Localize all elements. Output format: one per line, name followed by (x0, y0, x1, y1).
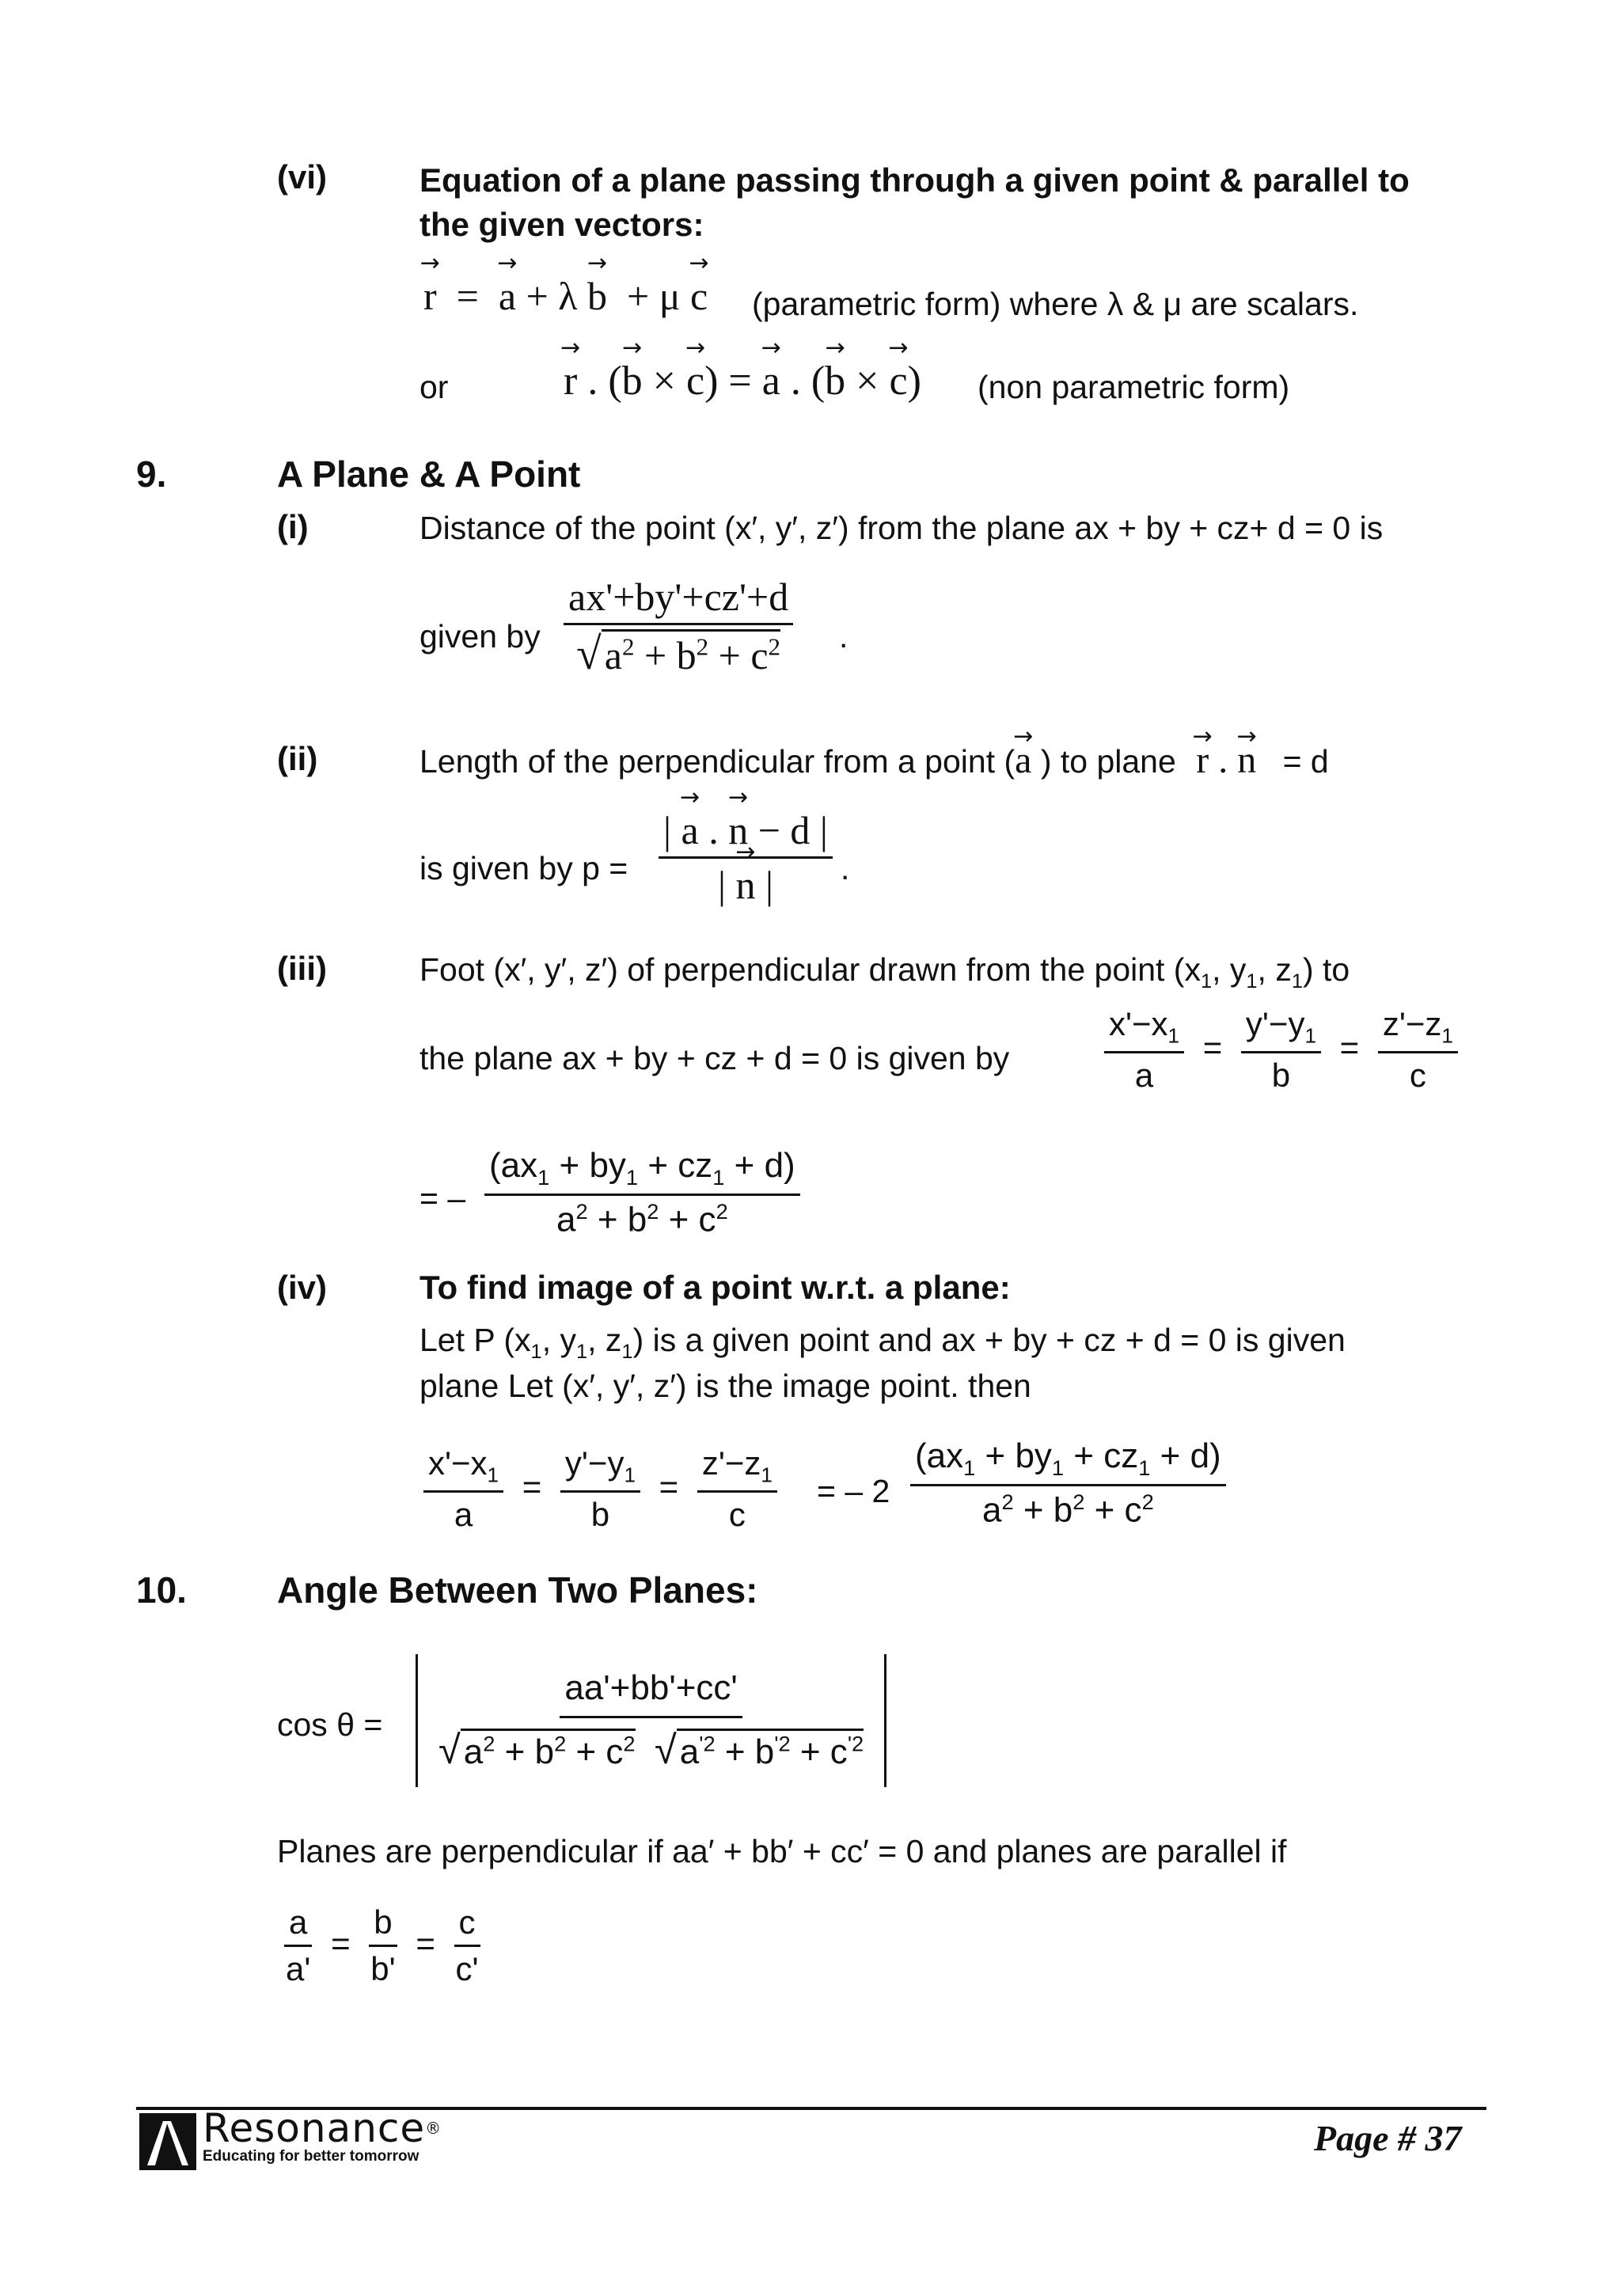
9-iii-text-tail: ) to (1302, 951, 1350, 988)
section-9-title: A Plane & A Point (277, 454, 581, 495)
9-iv-heading: To find image of a point w.r.t. a plane: (419, 1269, 1011, 1306)
footer-brand-block (203, 2107, 442, 2165)
item-number-vi: (vi) (277, 158, 327, 195)
9-ii-period: . (841, 850, 850, 886)
vi-heading-line2: the given vectors: (419, 206, 704, 243)
item-number-9-ii: (ii) (277, 740, 318, 777)
10-cos-label: cos θ = (277, 1706, 383, 1743)
section-10-number: 10. (136, 1569, 187, 1611)
footer-brand: Resonance (203, 2105, 426, 2151)
item-number-9-iv: (iv) (277, 1269, 327, 1306)
9-iii-foot-rhs: $\frac{(ax_1 + by_1 + cz_1 + d)}{a^2 + b^2 + c^2}$ (484, 1146, 800, 1239)
vi-heading-line1: Equation of a plane passing through a given point & parallel to (419, 161, 1410, 199)
vi-parametric-equation: → r = → a + λ → b + μ → c (423, 273, 708, 319)
9-i-numerator: ax'+by'+cz'+d (564, 574, 793, 625)
9-iii-eq-prefix: = – (419, 1180, 466, 1216)
9-iii-foot-fractions: $\frac{x'-x_1}{a}$ = $\frac{y'-y_1}{b}$ = $\frac{z'-z_1}{c}$ (1104, 1005, 1458, 1095)
vi-or: or (419, 369, 449, 405)
vi-parametric-note: (parametric form) where λ & μ are scalars. (752, 286, 1359, 322)
9-i-distance-fraction: $\frac{ax'+by'+cz'+d}{√a^2 + b^2 + c^2}$ (564, 574, 793, 680)
9-iii-line2: the plane ax + by + cz + d = 0 is given by (419, 1040, 1010, 1076)
9-iv-image-rhs: $\frac{(ax_1 + by_1 + cz_1 + d)}{a^2 + b^2 + c^2}$ (910, 1436, 1226, 1530)
item-number-9-i: (i) (277, 508, 309, 545)
9-iv-line2: plane Let (x′, y′, z′) is the image point. then (419, 1368, 1031, 1404)
9-iv-line1: Let P ($x_1$, $y_1$, $z_1$) is a given point and ax + by + cz + d = 0 is given (419, 1322, 1346, 1364)
10-parallel-condition: $\frac{a}{a'}$ = $\frac{b}{b'}$ = $\frac{c}{c'}$ (286, 1903, 479, 1987)
item-number-9-iii: (iii) (277, 950, 327, 987)
9-i-text: Distance of the point (x′, y′, z′) from the plane ax + by + cz+ d = 0 is (419, 510, 1384, 546)
section-9-number: 9. (136, 454, 167, 495)
9-ii-given-by: is given by p = (419, 850, 628, 886)
9-ii-text-pre: Length of the perpendicular from a point ( (419, 743, 1015, 780)
resonance-logo-icon (139, 2113, 196, 2170)
9-iv-eq-mid: = – 2 (817, 1473, 890, 1509)
9-i-given-by: given by (419, 618, 541, 655)
9-ii-text: Length of the perpendicular from a point (→ a ) to plane → r . → n = d (419, 738, 1488, 784)
10-perpendicular-parallel-text: Planes are perpendicular if aa′ + bb′ + cc′ = 0 and planes are parallel if (277, 1833, 1287, 1869)
vi-nonparametric-note: (non parametric form) (978, 369, 1290, 405)
footer-reg: ® (425, 2119, 442, 2138)
vi-nonparametric-equation: → r . (→ b × → c) = → a . (→ b × → c) (564, 358, 921, 404)
10-angle-formula: $\frac{aa'+bb'+cc'}{√a^2 + b^2 + c^2 √a^{'2} + b^{'2} + c^{'2}}$ (416, 1654, 886, 1787)
page-number: Page # 37 (1314, 2118, 1462, 2158)
9-ii-text-post: = d (1282, 743, 1329, 780)
section-10-title: Angle Between Two Planes: (277, 1569, 758, 1611)
9-iv-line1-main: Let P (x (419, 1322, 531, 1358)
9-ii-text-mid: ) to plane (1031, 743, 1176, 780)
9-iii-text: Foot (x′, y′, z′) of perpendicular drawn from the point ($x_1$, $y_1$, $z_1$) to (419, 951, 1350, 993)
10-numerator: aa'+bb'+cc' (560, 1668, 742, 1718)
9-iii-text-main: Foot (x′, y′, z′) of perpendicular drawn from the point (x (419, 951, 1201, 988)
vi-heading (419, 158, 1410, 247)
9-iv-line1-tail: ) is a given point and ax + by + cz + d = 0 is given (632, 1322, 1346, 1358)
footer-tagline: Educating for better tomorrow (203, 2148, 419, 2165)
9-ii-perpendicular-fraction: $\frac{| \to a . \to n - d |}{| \to n |}$ (659, 807, 833, 908)
9-i-period: . (839, 618, 848, 655)
9-iv-image-fractions: $\frac{x'-x_1}{a}$ = $\frac{y'-y_1}{b}$ = $\frac{z'-z_1}{c}$ (423, 1444, 777, 1534)
